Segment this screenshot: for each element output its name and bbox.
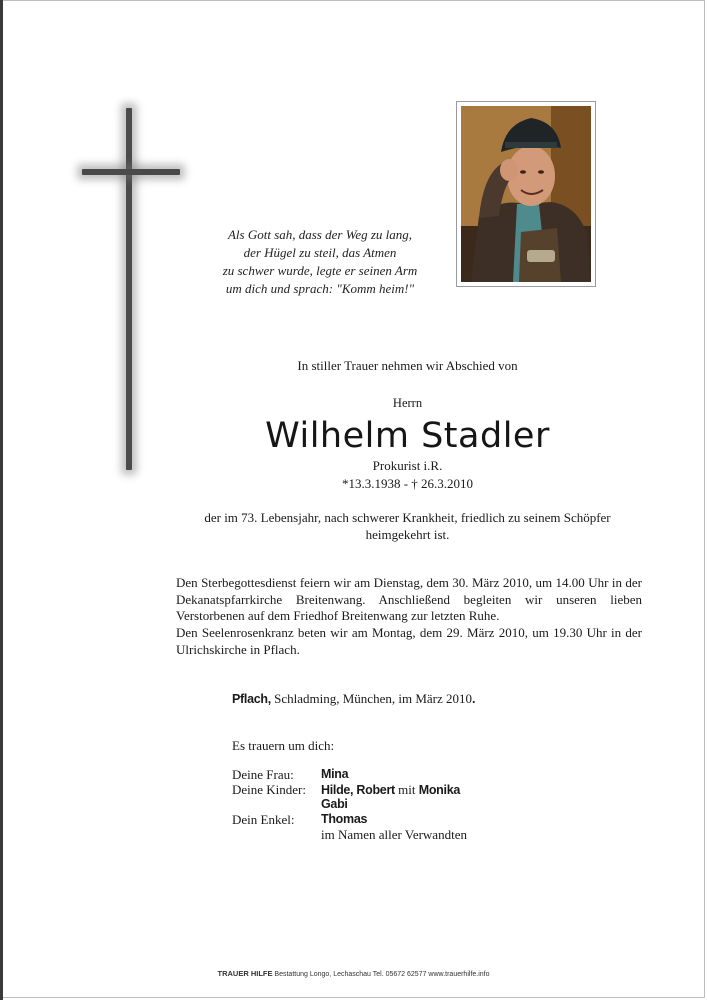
wife-name: Mina [321,767,349,781]
footer-brand: TRAUER HILFE [217,969,273,978]
grandchild-name: Thomas [321,812,368,826]
life-dates: *13.3.1938 - † 26.3.2010 [341,476,474,491]
place-dot: . [472,692,476,706]
page-edge [0,0,3,1000]
children-names-c: Gabi [321,797,348,811]
deceased-name: Wilhelm Stadler [265,416,550,456]
deceased-title: Prokurist i.R. [372,458,443,473]
verse-line: um dich und sprach: "Komm heim!" [225,281,415,296]
mourners-intro: Es trauern um dich: [232,738,335,753]
footer-text: Bestattung Longo, Lechaschau Tel. 05672 62577 www.trauerhilfe.info [272,971,490,978]
cross-horizontal-beam [82,169,180,175]
message-line: heimgekehrt ist. [365,527,450,542]
place-bold: Pflach, [232,692,271,706]
portrait-photo [461,106,591,282]
footer-credit [0,969,707,978]
rosary-text: Den Seelenrosenkranz beten wir am Montag, dem 29. März 2010, um 19.30 Uhr in der Ulrichskirche in Pflach. [176,625,642,657]
grandchild-label: Dein Enkel: [232,812,295,827]
children-names-a: Hilde, Robert [321,783,395,797]
wife-label: Deine Frau: [232,767,294,782]
portrait-frame [456,101,596,287]
verse-line: der Hügel zu steil, das Atmen [243,245,397,260]
funeral-service-text: Den Sterbegottesdienst feiern wir am Dienstag, dem 30. März 2010, um 14.00 Uhr in der Dekanatspfarrkirche Breitenwang. Anschließend begleiten wir unseren lieben Verstorbenen auf dem Friedhof Breitenwang zur letzten Ruhe. [176,575,642,623]
place-rest: Schladming, München, im März 2010 [270,691,472,706]
children-mit: mit [394,782,419,797]
salutation: Herrn [392,396,423,410]
children-label: Deine Kinder: [232,782,307,797]
intro-text: In stiller Trauer nehmen wir Abschied von [297,358,518,373]
children-names-b: Monika [418,783,460,797]
children-names [321,782,460,798]
verse-line: Als Gott sah, dass der Weg zu lang, [227,227,413,242]
memorial-verse [200,226,440,298]
relatives-text: im Namen aller Verwandten [321,827,467,842]
death-message [150,509,665,543]
verse-line: zu schwer wurde, legte er seinen Arm [222,263,418,278]
place-date-line [232,691,475,707]
cross-vertical-beam [126,108,132,470]
message-line: der im 73. Lebensjahr, nach schwerer Krankheit, friedlich zu seinem Schöpfer [204,510,611,525]
